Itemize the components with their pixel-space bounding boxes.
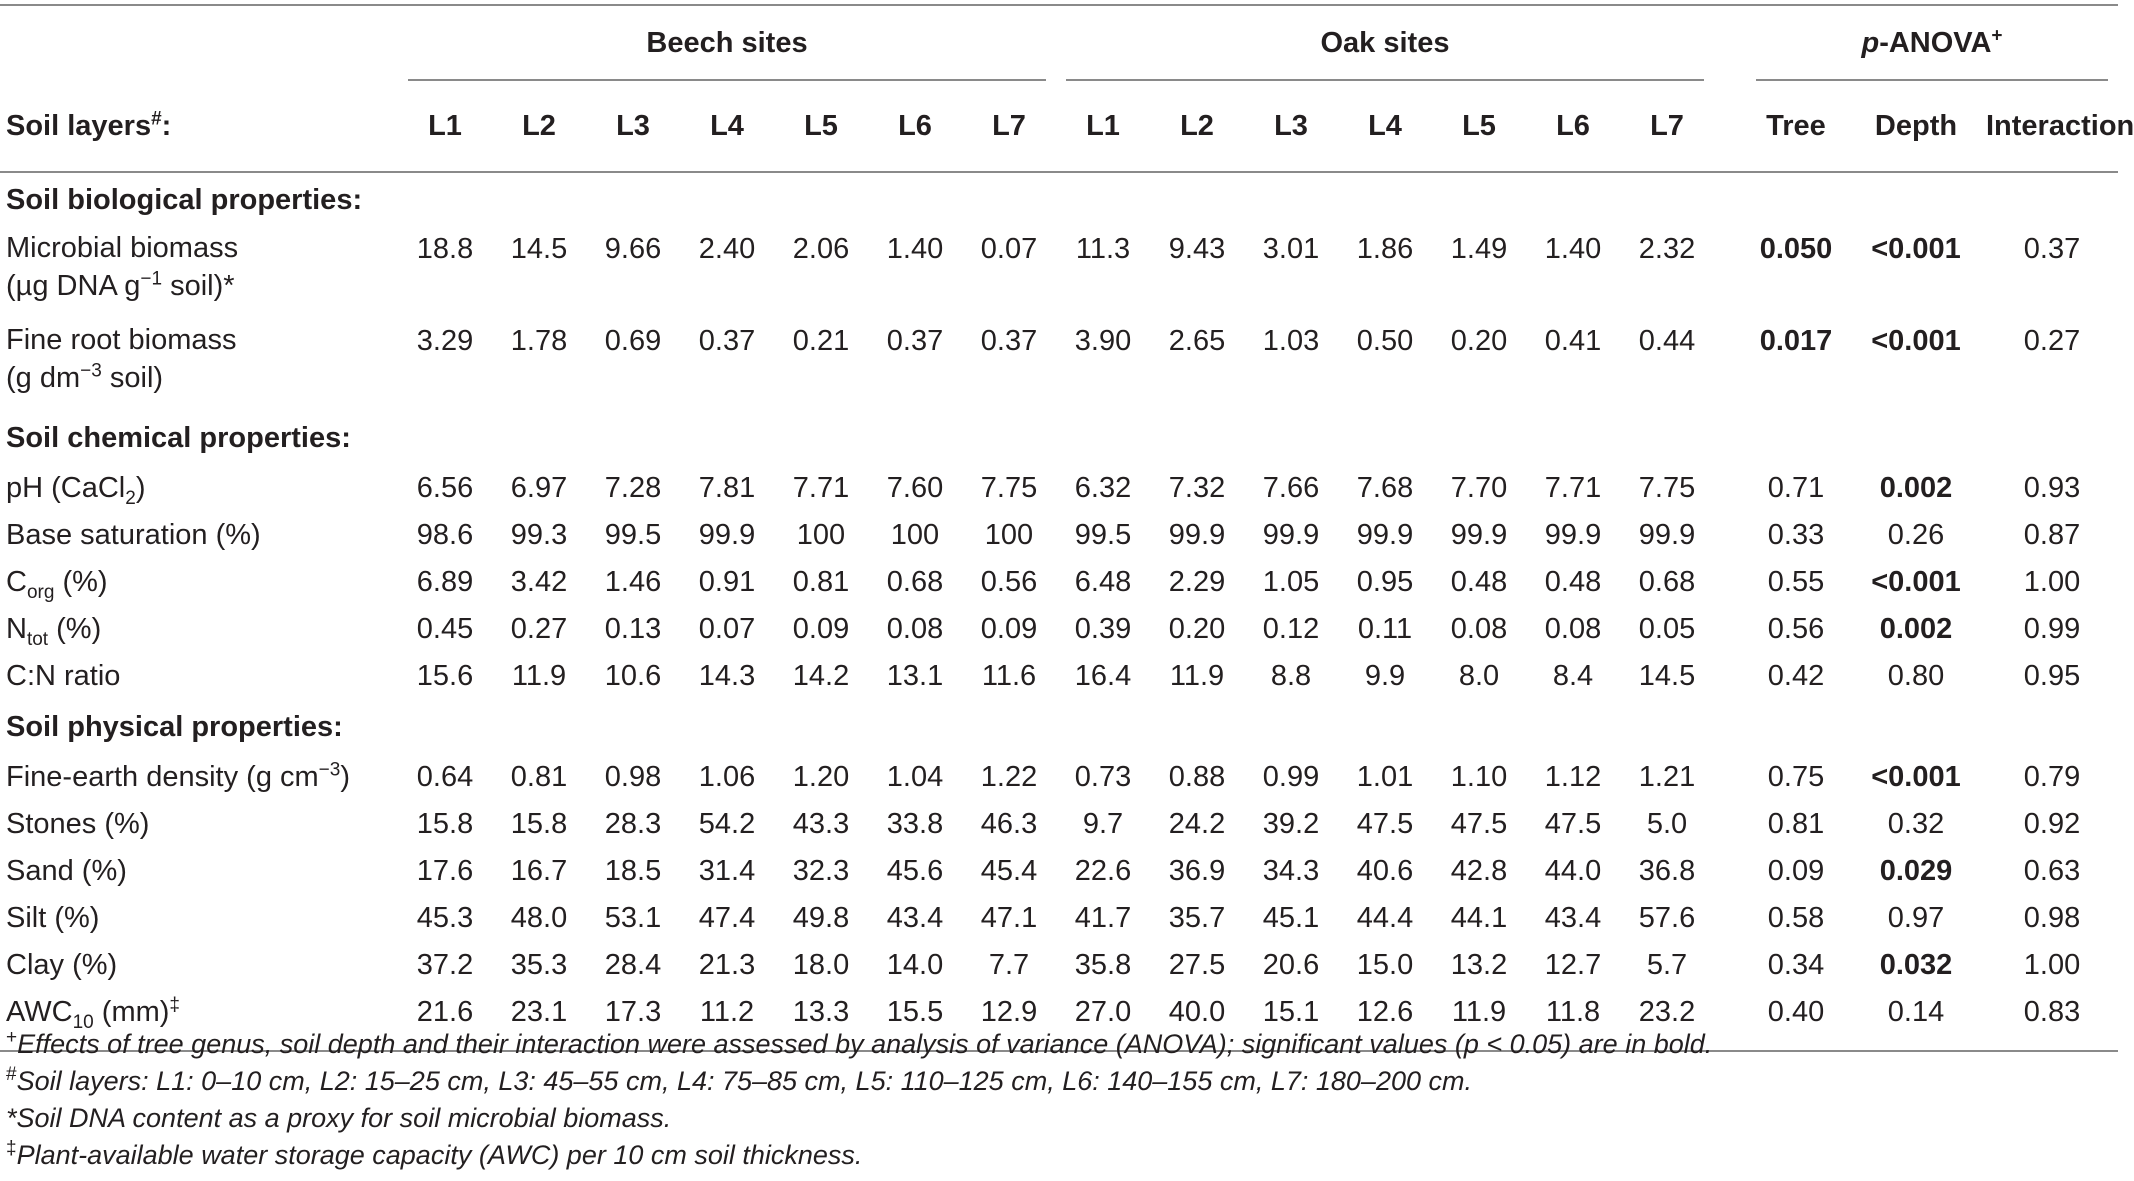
oak-value-cell: 41.7	[1074, 902, 1132, 934]
oak-value-cell: 8.4	[1552, 660, 1594, 692]
beech-value-cell: 37.2	[416, 949, 474, 981]
beech-col-l7: L7	[962, 81, 1056, 172]
row-sand	[0, 848, 2118, 895]
beech-value-cell: 15.5	[886, 996, 944, 1028]
row-cn-ratio	[0, 653, 2118, 700]
beech-value-cell: 11.6	[981, 660, 1037, 692]
anova-p-value-cell: 0.032	[1879, 949, 1953, 981]
oak-value-cell: 0.08	[1544, 613, 1602, 645]
beech-value-cell: 0.21	[792, 325, 850, 357]
beech-value-cell: 16.7	[510, 855, 568, 887]
footnote-layers: #Soil layers: L1: 0–10 cm, L2: 15–25 cm, L3: 45–55 cm, L4: 75–85 cm, L5: 110–125 cm, L6: 140–155 cm, L7: 180–200 cm.	[6, 1064, 1472, 1096]
anova-p-value-cell: 0.99	[2023, 613, 2081, 645]
anova-p-value-cell: 0.71	[1767, 472, 1825, 504]
oak-value-cell: 42.8	[1450, 855, 1508, 887]
anova-p-value-cell: 0.55	[1767, 566, 1825, 598]
row-label: Silt (%)	[6, 902, 100, 934]
beech-value-cell: 45.3	[416, 902, 474, 934]
beech-value-cell: 11.9	[511, 660, 567, 692]
oak-value-cell: 99.9	[1168, 519, 1226, 551]
beech-value-cell: 43.3	[792, 808, 850, 840]
beech-value-cell: 45.6	[886, 855, 944, 887]
oak-value-cell: 13.2	[1450, 949, 1508, 981]
beech-value-cell: 0.68	[886, 566, 944, 598]
anova-p-value-cell: 0.63	[2023, 855, 2081, 887]
oak-value-cell: 11.3	[1075, 233, 1131, 265]
row-label: Clay (%)	[6, 949, 118, 981]
row-base-saturation	[0, 512, 2118, 559]
table-footnotes	[6, 1026, 1712, 1174]
oak-value-cell: 27.5	[1168, 949, 1226, 981]
beech-value-cell: 0.91	[698, 566, 756, 598]
beech-value-cell: 15.8	[510, 808, 568, 840]
soil-layers-header: Soil layers#:	[0, 81, 398, 172]
oak-value-cell: 47.5	[1544, 808, 1602, 840]
oak-value-cell: 11.9	[1451, 996, 1507, 1028]
oak-value-cell: 0.39	[1074, 613, 1132, 645]
beech-value-cell: 15.8	[416, 808, 474, 840]
oak-value-cell: 0.48	[1544, 566, 1602, 598]
beech-value-cell: 0.37	[886, 325, 944, 357]
oak-value-cell: 7.75	[1638, 472, 1696, 504]
beech-value-cell: 1.40	[886, 233, 944, 265]
beech-value-cell: 0.09	[792, 613, 850, 645]
beech-value-cell: 17.3	[604, 996, 662, 1028]
anova-p-value-cell: 0.42	[1767, 660, 1825, 692]
section-biological: Soil biological properties:	[6, 183, 363, 216]
oak-value-cell: 99.5	[1074, 519, 1132, 551]
anova-p-value-cell: 0.09	[1767, 855, 1825, 887]
oak-value-cell: 15.1	[1262, 996, 1320, 1028]
group-header-row	[0, 6, 2118, 81]
anova-p-value-cell: 0.050	[1759, 233, 1833, 265]
anova-p-value-cell: <0.001	[1871, 566, 1961, 598]
oak-value-cell: 0.20	[1450, 325, 1508, 357]
oak-value-cell: 44.0	[1544, 855, 1602, 887]
beech-value-cell: 100	[796, 519, 846, 551]
oak-value-cell: 0.99	[1262, 761, 1320, 793]
soil-properties-table	[0, 4, 2134, 1052]
oak-col-l6: L6	[1526, 81, 1620, 172]
row-label: C:N ratio	[6, 660, 121, 692]
oak-value-cell: 0.41	[1544, 325, 1602, 357]
oak-value-cell: 0.44	[1638, 325, 1696, 357]
beech-col-l2: L2	[492, 81, 586, 172]
row-stones	[0, 801, 2118, 848]
oak-value-cell: 44.1	[1450, 902, 1508, 934]
anova-p-value-cell: <0.001	[1871, 233, 1961, 265]
data-table-container	[0, 4, 2134, 1052]
anova-p-value-cell: <0.001	[1871, 325, 1961, 357]
beech-value-cell: 9.66	[604, 233, 662, 265]
beech-value-cell: 2.40	[698, 233, 756, 265]
row-ntot	[0, 606, 2118, 653]
beech-value-cell: 1.04	[886, 761, 944, 793]
section-chemical: Soil chemical properties:	[6, 421, 351, 454]
oak-value-cell: 36.9	[1168, 855, 1226, 887]
beech-value-cell: 99.3	[510, 519, 568, 551]
anova-p-value-cell: 0.93	[2023, 472, 2081, 504]
oak-value-cell: 2.32	[1638, 233, 1696, 265]
row-clay	[0, 942, 2118, 989]
oak-value-cell: 2.65	[1168, 325, 1226, 357]
beech-value-cell: 21.6	[416, 996, 474, 1028]
row-fine-earth-density	[0, 754, 2118, 801]
oak-sites-header: Oak sites	[1056, 6, 1714, 81]
footnote-awc: ‡Plant-available water storage capacity (AWC) per 10 cm soil thickness.	[6, 1138, 863, 1170]
beech-col-l6: L6	[868, 81, 962, 172]
oak-value-cell: 99.9	[1638, 519, 1696, 551]
beech-value-cell: 32.3	[792, 855, 850, 887]
row-label: Microbial biomass (µg DNA $g^{-1}$ soil)*	[6, 232, 239, 302]
beech-value-cell: 1.78	[510, 325, 568, 357]
beech-value-cell: 2.06	[792, 233, 850, 265]
footnote-dna: *Soil DNA content as a proxy for soil microbial biomass.	[6, 1103, 672, 1133]
oak-value-cell: 45.1	[1262, 902, 1320, 934]
beech-value-cell: 100	[984, 519, 1034, 551]
beech-value-cell: 18.8	[416, 233, 474, 265]
anova-p-value-cell: 0.98	[2023, 902, 2081, 934]
oak-value-cell: 35.8	[1074, 949, 1132, 981]
anova-p-value-cell: 0.95	[2023, 660, 2081, 692]
anova-p-value-cell: 0.58	[1767, 902, 1825, 934]
oak-value-cell: 20.6	[1262, 949, 1320, 981]
beech-value-cell: 0.56	[980, 566, 1038, 598]
oak-value-cell: 0.73	[1074, 761, 1132, 793]
anova-p-value-cell: 1.00	[2023, 566, 2081, 598]
oak-value-cell: 0.68	[1638, 566, 1696, 598]
beech-value-cell: 3.42	[510, 566, 568, 598]
oak-value-cell: 1.03	[1262, 325, 1320, 357]
anova-p-value-cell: 0.92	[2023, 808, 2081, 840]
oak-value-cell: 0.05	[1638, 613, 1696, 645]
column-header-row	[0, 81, 2118, 172]
anova-p-value-cell: 0.79	[2023, 761, 2081, 793]
oak-value-cell: 1.05	[1262, 566, 1320, 598]
oak-value-cell: 57.6	[1638, 902, 1696, 934]
beech-value-cell: 47.1	[980, 902, 1038, 934]
oak-value-cell: 1.12	[1544, 761, 1602, 793]
beech-value-cell: 0.37	[698, 325, 756, 357]
oak-value-cell: 22.6	[1074, 855, 1132, 887]
oak-value-cell: 0.12	[1262, 613, 1320, 645]
beech-value-cell: 0.64	[416, 761, 474, 793]
row-fine-root-biomass	[0, 319, 2118, 411]
oak-value-cell: 9.9	[1364, 660, 1406, 692]
row-label: $N_{tot}$ (%)	[6, 613, 102, 650]
anova-col-interaction: Interaction	[1986, 81, 2118, 172]
row-label: $AWC_{10}$ (mm)‡	[6, 994, 180, 1033]
oak-value-cell: 23.2	[1638, 996, 1696, 1028]
anova-p-value-cell: 0.83	[2023, 996, 2081, 1028]
beech-value-cell: 11.2	[699, 996, 755, 1028]
anova-p-value-cell: 0.32	[1887, 808, 1945, 840]
oak-value-cell: 1.86	[1356, 233, 1414, 265]
oak-value-cell: 1.21	[1638, 761, 1696, 793]
oak-value-cell: 6.48	[1074, 566, 1132, 598]
anova-p-value-cell: 0.34	[1767, 949, 1825, 981]
beech-value-cell: 18.5	[604, 855, 662, 887]
oak-value-cell: 3.90	[1074, 325, 1132, 357]
oak-value-cell: 47.5	[1356, 808, 1414, 840]
oak-value-cell: 34.3	[1262, 855, 1320, 887]
row-ph	[0, 465, 2118, 512]
oak-value-cell: 1.49	[1450, 233, 1508, 265]
row-label: pH (CaCl$_2$)	[6, 472, 146, 509]
beech-value-cell: 23.1	[510, 996, 568, 1028]
row-label: Fine-earth density (g $cm^{-3}$)	[6, 759, 351, 793]
beech-value-cell: 14.5	[510, 233, 568, 265]
oak-value-cell: 7.66	[1262, 472, 1320, 504]
oak-value-cell: 2.29	[1168, 566, 1226, 598]
row-microbial-biomass	[0, 227, 2118, 319]
footnote-anova: +Effects of tree genus, soil depth and their interaction were assessed by analysis of variance (ANOVA); significant values (p < 0.05) are in bold.	[6, 1027, 1713, 1059]
beech-value-cell: 1.22	[980, 761, 1038, 793]
anova-p-value-cell: 0.002	[1879, 472, 1953, 504]
beech-value-cell: 46.3	[980, 808, 1038, 840]
beech-value-cell: 3.29	[416, 325, 474, 357]
beech-value-cell: 15.6	[416, 660, 474, 692]
beech-col-l3: L3	[586, 81, 680, 172]
oak-value-cell: 27.0	[1074, 996, 1132, 1028]
beech-value-cell: 17.6	[416, 855, 474, 887]
oak-value-cell: 39.2	[1262, 808, 1320, 840]
oak-value-cell: 36.8	[1638, 855, 1696, 887]
beech-value-cell: 35.3	[510, 949, 568, 981]
beech-value-cell: 13.3	[792, 996, 850, 1028]
oak-value-cell: 5.7	[1646, 949, 1688, 981]
oak-value-cell: 40.0	[1168, 996, 1226, 1028]
oak-value-cell: 99.9	[1450, 519, 1508, 551]
anova-p-value-cell: 0.97	[1887, 902, 1945, 934]
beech-value-cell: 0.07	[980, 233, 1038, 265]
anova-p-value-cell: 0.37	[2023, 233, 2081, 265]
oak-value-cell: 7.32	[1168, 472, 1226, 504]
beech-value-cell: 100	[890, 519, 940, 551]
beech-value-cell: 1.46	[604, 566, 662, 598]
beech-value-cell: 0.27	[510, 613, 568, 645]
oak-value-cell: 12.7	[1544, 949, 1602, 981]
beech-value-cell: 49.8	[792, 902, 850, 934]
anova-p-value-cell: 0.56	[1767, 613, 1825, 645]
oak-value-cell: 0.88	[1168, 761, 1226, 793]
beech-value-cell: 45.4	[980, 855, 1038, 887]
anova-p-value-cell: 0.002	[1879, 613, 1953, 645]
anova-p-value-cell: 0.27	[2023, 325, 2081, 357]
oak-col-l7: L7	[1620, 81, 1714, 172]
anova-p-value-cell: 0.87	[2023, 519, 2081, 551]
oak-col-l5: L5	[1432, 81, 1526, 172]
oak-value-cell: 1.40	[1544, 233, 1602, 265]
anova-col-tree: Tree	[1746, 81, 1846, 172]
oak-col-l2: L2	[1150, 81, 1244, 172]
beech-value-cell: 28.3	[604, 808, 662, 840]
beech-value-cell: 43.4	[886, 902, 944, 934]
anova-col-depth: Depth	[1846, 81, 1986, 172]
beech-value-cell: 99.9	[698, 519, 756, 551]
oak-value-cell: 14.5	[1638, 660, 1696, 692]
beech-value-cell: 0.09	[980, 613, 1038, 645]
beech-value-cell: 33.8	[886, 808, 944, 840]
beech-value-cell: 0.69	[604, 325, 662, 357]
beech-value-cell: 0.37	[980, 325, 1038, 357]
beech-value-cell: 0.81	[510, 761, 568, 793]
beech-value-cell: 28.4	[604, 949, 662, 981]
oak-value-cell: 9.7	[1082, 808, 1124, 840]
beech-col-l4: L4	[680, 81, 774, 172]
anova-p-value-cell: 0.017	[1759, 325, 1833, 357]
oak-col-l1: L1	[1056, 81, 1150, 172]
oak-value-cell: 47.5	[1450, 808, 1508, 840]
oak-value-cell: 1.10	[1450, 761, 1508, 793]
beech-value-cell: 6.56	[416, 472, 474, 504]
beech-value-cell: 0.13	[604, 613, 662, 645]
section-physical: Soil physical properties:	[6, 710, 343, 743]
oak-value-cell: 0.08	[1450, 613, 1508, 645]
oak-value-cell: 0.11	[1357, 613, 1413, 645]
beech-value-cell: 53.1	[604, 902, 662, 934]
oak-value-cell: 3.01	[1262, 233, 1320, 265]
beech-value-cell: 14.3	[698, 660, 756, 692]
beech-sites-header: Beech sites	[398, 6, 1056, 81]
oak-value-cell: 99.9	[1356, 519, 1414, 551]
beech-value-cell: 0.08	[886, 613, 944, 645]
row-label: Fine root biomass (g $dm^{-3}$ soil)	[6, 324, 237, 394]
anova-p-value-cell: 0.75	[1767, 761, 1825, 793]
oak-value-cell: 12.6	[1356, 996, 1414, 1028]
beech-value-cell: 1.20	[792, 761, 850, 793]
oak-value-cell: 44.4	[1356, 902, 1414, 934]
beech-value-cell: 7.75	[980, 472, 1038, 504]
oak-value-cell: 16.4	[1074, 660, 1132, 692]
oak-value-cell: 0.48	[1450, 566, 1508, 598]
beech-value-cell: 7.71	[792, 472, 850, 504]
row-corg	[0, 559, 2118, 606]
beech-value-cell: 1.06	[698, 761, 756, 793]
oak-value-cell: 9.43	[1168, 233, 1226, 265]
oak-value-cell: 11.8	[1545, 996, 1601, 1028]
oak-value-cell: 7.68	[1356, 472, 1414, 504]
anova-p-value-cell: 0.81	[1767, 808, 1825, 840]
beech-value-cell: 47.4	[698, 902, 756, 934]
beech-value-cell: 7.7	[988, 949, 1030, 981]
row-label: Base saturation (%)	[6, 519, 261, 551]
anova-p-value-cell: 1.00	[2023, 949, 2081, 981]
beech-value-cell: 7.81	[698, 472, 756, 504]
beech-value-cell: 54.2	[698, 808, 756, 840]
anova-header: p-ANOVA+	[1746, 6, 2118, 81]
anova-p-value-cell: 0.40	[1767, 996, 1825, 1028]
oak-value-cell: 40.6	[1356, 855, 1414, 887]
beech-value-cell: 7.60	[886, 472, 944, 504]
beech-value-cell: 0.07	[698, 613, 756, 645]
beech-value-cell: 6.89	[416, 566, 474, 598]
oak-value-cell: 8.0	[1458, 660, 1500, 692]
anova-p-value-cell: 0.80	[1887, 660, 1945, 692]
oak-value-cell: 99.9	[1262, 519, 1320, 551]
oak-value-cell: 24.2	[1168, 808, 1226, 840]
anova-p-value-cell: 0.029	[1879, 855, 1953, 887]
anova-p-value-cell: 0.14	[1887, 996, 1945, 1028]
anova-p-value-cell: <0.001	[1871, 761, 1961, 793]
beech-value-cell: 12.9	[980, 996, 1038, 1028]
beech-value-cell: 13.1	[886, 660, 944, 692]
row-label: Sand (%)	[6, 855, 127, 887]
oak-value-cell: 0.50	[1356, 325, 1414, 357]
oak-value-cell: 35.7	[1168, 902, 1226, 934]
beech-value-cell: 21.3	[698, 949, 756, 981]
beech-col-l5: L5	[774, 81, 868, 172]
oak-value-cell: 7.70	[1450, 472, 1508, 504]
beech-value-cell: 31.4	[698, 855, 756, 887]
oak-value-cell: 1.01	[1356, 761, 1414, 793]
beech-value-cell: 0.45	[416, 613, 474, 645]
beech-value-cell: 0.81	[792, 566, 850, 598]
oak-value-cell: 99.9	[1544, 519, 1602, 551]
beech-value-cell: 99.5	[604, 519, 662, 551]
beech-col-l1: L1	[398, 81, 492, 172]
beech-value-cell: 14.0	[886, 949, 944, 981]
beech-value-cell: 48.0	[510, 902, 568, 934]
oak-value-cell: 7.71	[1544, 472, 1602, 504]
oak-value-cell: 0.20	[1168, 613, 1226, 645]
oak-value-cell: 8.8	[1270, 660, 1312, 692]
beech-value-cell: 6.97	[510, 472, 568, 504]
oak-col-l3: L3	[1244, 81, 1338, 172]
row-label: $C_{org}$ (%)	[6, 566, 108, 603]
oak-value-cell: 0.95	[1356, 566, 1414, 598]
anova-p-value-cell: 0.33	[1767, 519, 1825, 551]
beech-value-cell: 10.6	[604, 660, 662, 692]
oak-value-cell: 15.0	[1356, 949, 1414, 981]
row-silt	[0, 895, 2118, 942]
beech-value-cell: 18.0	[792, 949, 850, 981]
row-label: Stones (%)	[6, 808, 150, 840]
beech-value-cell: 7.28	[604, 472, 662, 504]
oak-value-cell: 11.9	[1169, 660, 1225, 692]
oak-col-l4: L4	[1338, 81, 1432, 172]
beech-value-cell: 98.6	[416, 519, 474, 551]
anova-p-value-cell: 0.26	[1887, 519, 1945, 551]
beech-value-cell: 0.98	[604, 761, 662, 793]
oak-value-cell: 43.4	[1544, 902, 1602, 934]
beech-value-cell: 14.2	[792, 660, 850, 692]
oak-value-cell: 6.32	[1074, 472, 1132, 504]
oak-value-cell: 5.0	[1646, 808, 1688, 840]
